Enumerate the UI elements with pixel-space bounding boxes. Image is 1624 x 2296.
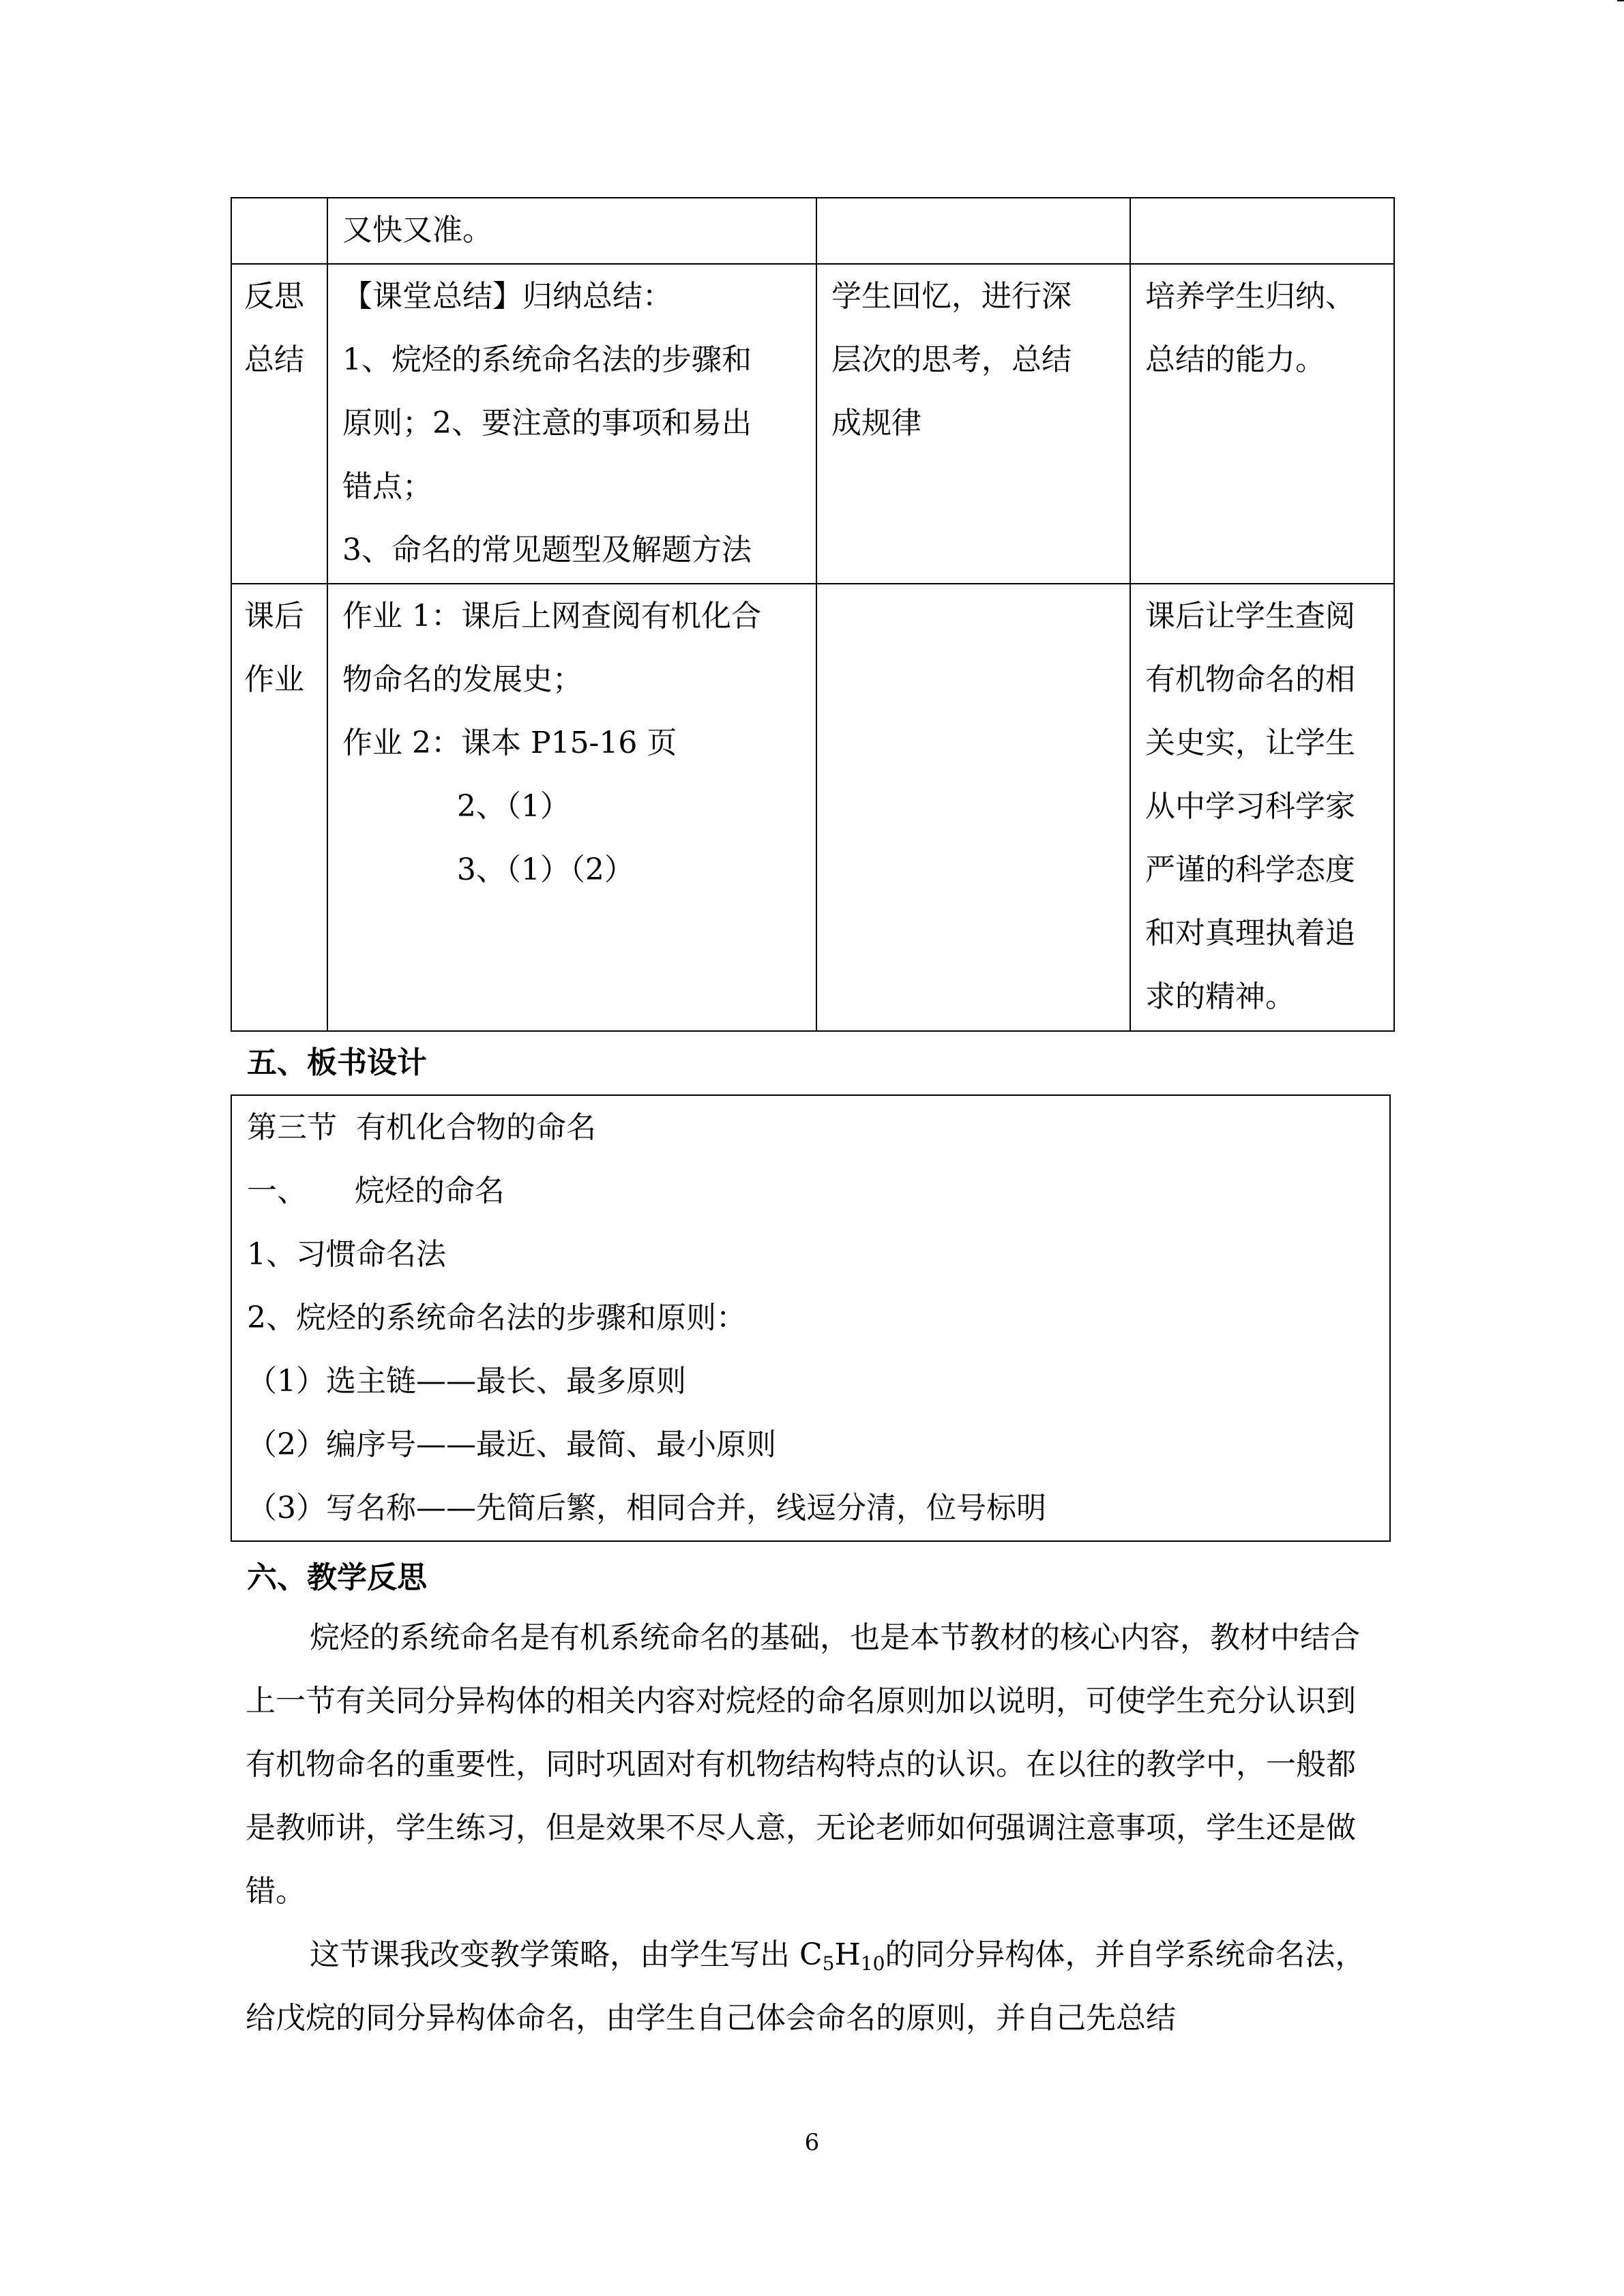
table-cell-intent: 培养学生归纳、 总结的能力。 <box>1130 264 1394 584</box>
board-line: （3）写名称——先简后繁，相同合并，线逗分清，位号标明 <box>247 1491 1046 1525</box>
page-corner-mark <box>1617 0 1624 1</box>
table-cell-student: 学生回忆，进行深 层次的思考，总结 成规律 <box>816 264 1130 584</box>
section-heading-board-design: 五、板书设计 <box>247 1045 427 1080</box>
board-line: 第三节 有机化合物的命名 <box>247 1110 596 1145</box>
board-line: （1）选主链——最长、最多原则 <box>247 1364 686 1399</box>
table-row <box>231 584 1394 1031</box>
page-number: 6 <box>804 2129 820 2156</box>
reflection-paragraph: 这节课我改变教学策略，由学生写出 $C_5H_{10}$的同分异构体，并自学系统命名法，给戊烷的同分异构体命名，由学生自己体会命名的原则，并自己先总结 <box>246 1937 1365 2036</box>
reflection-paragraph: 烷烃的系统命名是有机系统命名的基础，也是本节教材的核心内容，教材中结合上一节有关同分异构体的相关内容对烷烃的命名原则加以说明，可使学生充分认识到有机物命名的重要性，同时巩固对有机物结构特点的认识。在以往的教学中，一般都是教师讲，学生练习，但是效果不尽人意，无论老师如何强调注意事项，学生还是做错。 <box>246 1620 1360 1909</box>
lesson-plan-table <box>231 197 1395 1032</box>
table-cell-student <box>816 198 1130 264</box>
table-cell-content: 又快又准。 <box>327 198 816 264</box>
board-line: 一、 烷烃的命名 <box>247 1174 505 1208</box>
table-cell-intent: 课后让学生查阅 有机物命名的相 关史实，让学生 从中学习科学家 严谨的科学态度 和对真理执着追 求的精神。 <box>1130 584 1394 1031</box>
board-line: 2、烷烃的系统命名法的步骤和原则： <box>247 1300 746 1335</box>
table-cell-content: 作业 1：课后上网查阅有机化合 物命名的发展史； 作业 2：课本 P15-16 页 2、（1） 3、（1）（2） <box>327 584 816 1031</box>
table-cell-stage <box>231 198 327 264</box>
board-line: 1、习惯命名法 <box>247 1237 446 1272</box>
table-cell-intent <box>1130 198 1394 264</box>
table-row <box>231 264 1394 584</box>
table-cell-stage: 课后 作业 <box>231 584 327 1031</box>
board-line: （2）编序号——最近、最简、最小原则 <box>247 1427 776 1462</box>
table-cell-stage: 反思 总结 <box>231 264 327 584</box>
board-design-box <box>231 1094 1391 1542</box>
reflection-body <box>246 1606 1365 2050</box>
table-row <box>231 198 1394 264</box>
table-cell-content: 【课堂总结】归纳总结： 1、烷烃的系统命名法的步骤和 原则；2、要注意的事项和易出 错点； 3、命名的常见题型及解题方法 <box>327 264 816 584</box>
section-heading-teaching-reflection: 六、教学反思 <box>247 1560 427 1595</box>
table-cell-student <box>816 584 1130 1031</box>
